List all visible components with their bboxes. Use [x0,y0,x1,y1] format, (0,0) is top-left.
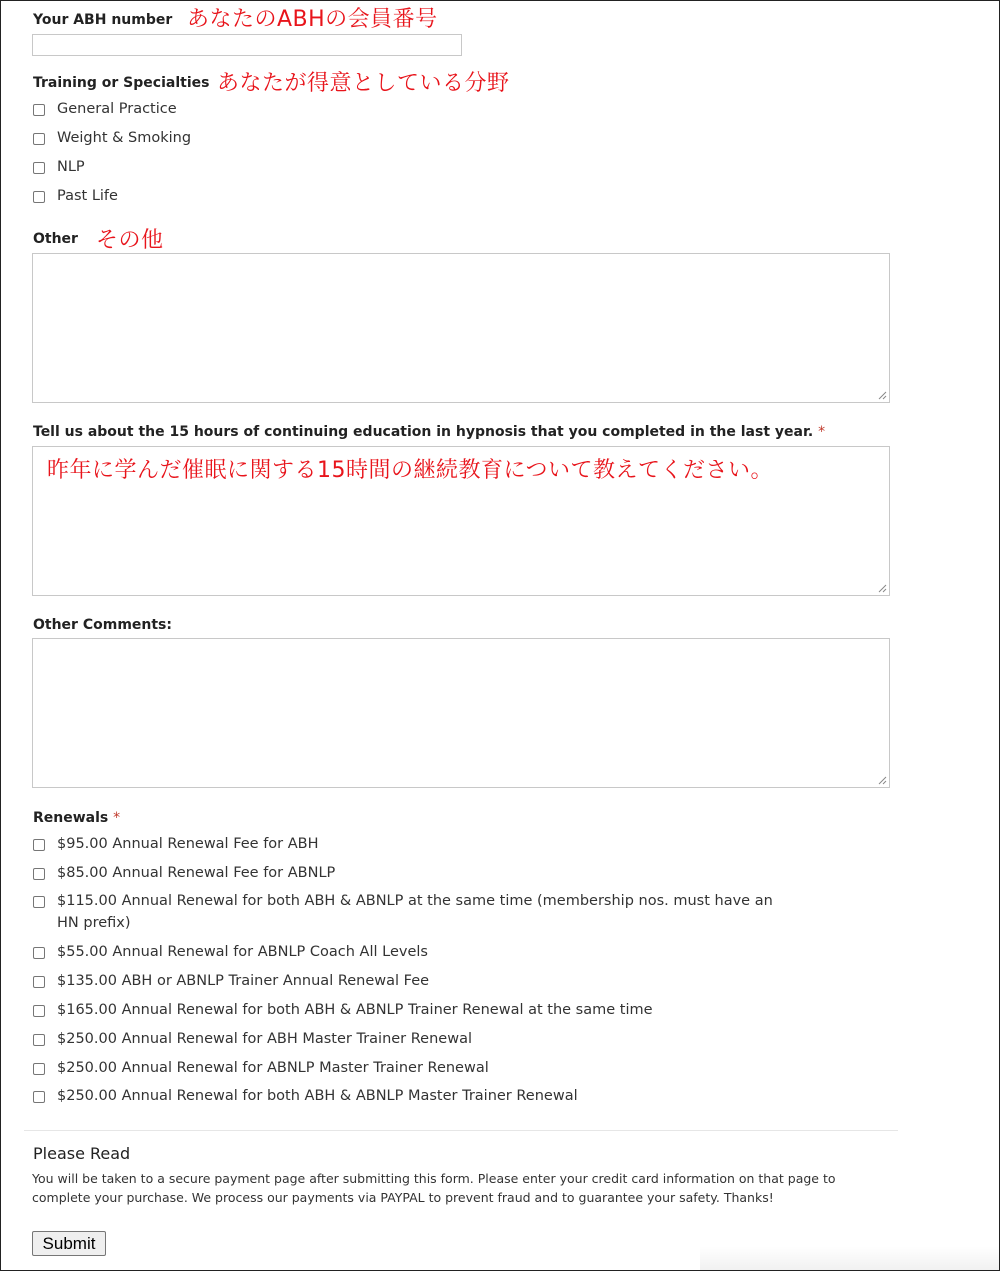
option-label: Weight & Smoking [57,130,192,146]
checkbox[interactable] [33,976,45,988]
checkbox[interactable] [33,1063,45,1075]
option-label: $250.00 Annual Renewal for ABH Master Trainer Renewal [57,1031,472,1047]
notice-body: You will be taken to a secure payment page after submitting this form. Please enter your credit card information on that page to complete your purchase. We process our payments via PAYPAL to prevent fraud and to guarantee your safety. Thanks! [32,1171,836,1205]
renewal-option[interactable] [33,865,335,884]
resize-grip-icon[interactable] [876,582,887,593]
checkbox[interactable] [33,947,45,959]
option-label: Past Life [57,188,118,204]
renewal-option[interactable] [33,1088,578,1107]
option-label: NLP [57,159,85,175]
checkbox[interactable] [33,104,45,116]
education-label [33,424,825,440]
checkbox[interactable] [33,1005,45,1017]
renewal-option[interactable] [33,893,787,934]
training-annotation: あなたが得意としている分野 [217,71,510,96]
renewal-option[interactable] [33,944,428,963]
checkbox[interactable] [33,868,45,880]
training-label: Training or Specialties [33,75,210,91]
option-label: $115.00 Annual Renewal for both ABH & ABNLP at the same time (membership nos. must have an HN prefix) [57,893,773,931]
resize-grip-icon[interactable] [876,774,887,785]
education-textarea[interactable] [32,446,890,596]
option-label: $135.00 ABH or ABNLP Trainer Annual Renewal Fee [57,973,430,989]
other-textarea[interactable] [32,253,890,403]
submit-button[interactable]: Submit [32,1231,106,1256]
option-label: $95.00 Annual Renewal Fee for ABH [57,836,319,852]
renewals-label [33,810,120,826]
checkbox[interactable] [33,1091,45,1103]
renewal-option[interactable] [33,836,319,855]
checkbox[interactable] [33,133,45,145]
comments-textarea[interactable] [32,638,890,788]
option-label: $165.00 Annual Renewal for both ABH & ABNLP Trainer Renewal at the same time [57,1002,653,1018]
option-label: $55.00 Annual Renewal for ABNLP Coach All Levels [57,944,428,960]
required-marker: * [818,424,826,440]
page-shadow [700,1246,1000,1271]
other-label: Other [33,231,78,247]
option-label: $250.00 Annual Renewal for both ABH & ABNLP Master Trainer Renewal [57,1088,578,1104]
abh-number-annotation: あなたのABHの会員番号 [187,7,438,32]
training-option-nlp[interactable] [33,159,85,178]
checkbox[interactable] [33,839,45,851]
training-option-past-life[interactable] [33,188,118,207]
abh-number-input[interactable] [32,34,462,56]
education-annotation: 昨年に学んだ催眠に関する15時間の継続教育について教えてください。 [47,458,774,483]
divider [24,1130,898,1131]
checkbox[interactable] [33,896,45,908]
notice-title: Please Read [33,1144,131,1163]
training-option-general-practice[interactable] [33,101,177,120]
checkbox[interactable] [33,191,45,203]
checkbox[interactable] [33,162,45,174]
education-label-text: Tell us about the 15 hours of continuing education in hypnosis that you completed in the last year. [33,424,814,440]
renewal-option[interactable] [33,1002,653,1021]
abh-number-label: Your ABH number [33,12,173,28]
checkbox[interactable] [33,1034,45,1046]
resize-grip-icon[interactable] [876,389,887,400]
other-annotation: その他 [96,228,164,253]
renewals-label-text: Renewals [33,810,109,826]
option-label: $250.00 Annual Renewal for ABNLP Master Trainer Renewal [57,1060,489,1076]
comments-label: Other Comments: [33,617,172,633]
renewal-option[interactable] [33,973,429,992]
training-option-weight-smoking[interactable] [33,130,191,149]
option-label: $85.00 Annual Renewal Fee for ABNLP [57,865,336,881]
renewal-option[interactable] [33,1060,489,1079]
required-marker: * [113,810,121,826]
option-label: General Practice [57,101,177,117]
renewal-option[interactable] [33,1031,472,1050]
